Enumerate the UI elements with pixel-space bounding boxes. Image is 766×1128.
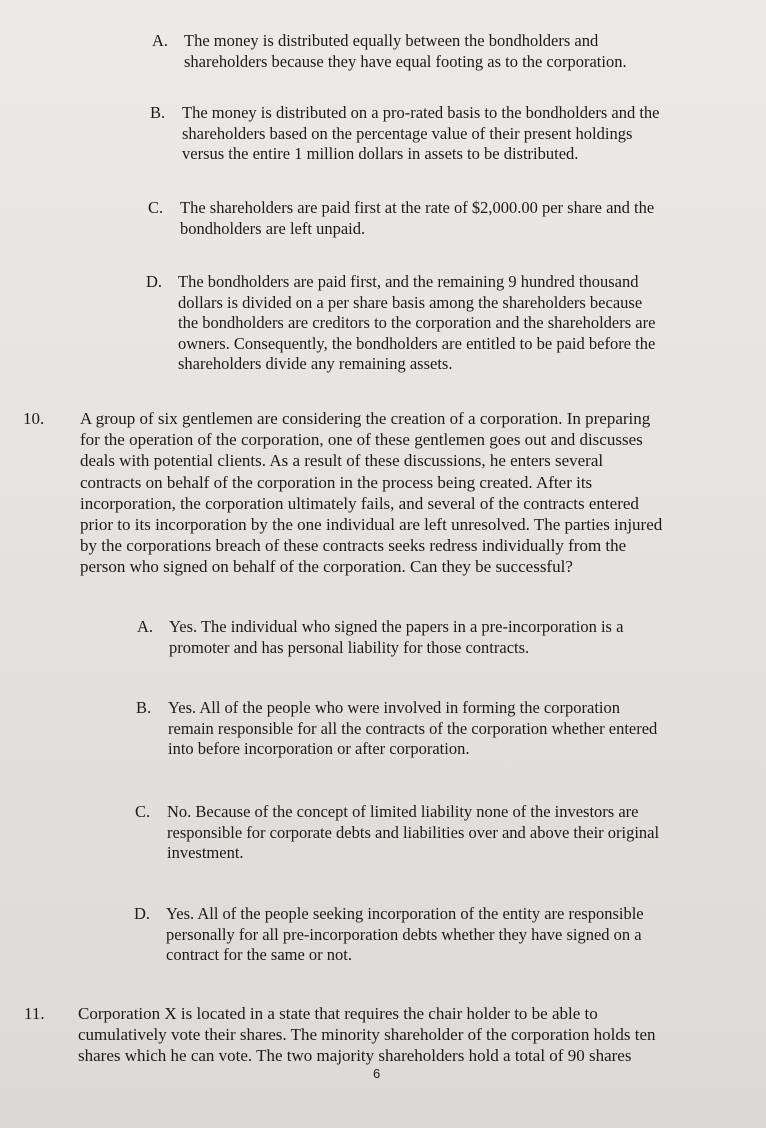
q9-option-c	[148, 198, 654, 239]
option-text: Yes. The individual who signed the papers in a pre-incorporation is a promoter and has personal liability for those contracts.	[169, 617, 624, 657]
question-11-text: Corporation X is located in a state that requires the chair holder to be able to cumulatively vote their shares. The minority shareholder of the corporation holds ten shares which he can vote. The two majority shareholders hold a total of 90 shares	[78, 1004, 656, 1066]
q10-option-a	[137, 617, 623, 658]
option-letter: B.	[150, 103, 166, 122]
option-text: The shareholders are paid first at the rate of $2,000.00 per share and the bondholders are left unpaid.	[180, 198, 655, 238]
option-letter: A.	[152, 31, 169, 50]
q9-option-b	[150, 103, 659, 165]
page-number: 6	[373, 1066, 381, 1081]
option-text: The money is distributed equally between the bondholders and shareholders because they have equal footing as to the corporation.	[184, 31, 627, 71]
q9-option-a	[152, 31, 627, 72]
option-text: Yes. All of the people who were involved in forming the corporation remain responsible for all the contracts of the corporation whether entered into before incorporation or after corporation.	[168, 698, 658, 758]
option-letter: B.	[136, 698, 152, 717]
q10-option-c	[135, 802, 659, 864]
option-text: Yes. All of the people seeking incorporation of the entity are responsible personally for all pre-incorporation debts whether they have signed on a contract for the same or not.	[166, 904, 644, 964]
q10-option-d	[134, 904, 644, 966]
option-text: The money is distributed on a pro-rated basis to the bondholders and the shareholders based on the percentage value of their present holdings versus the entire 1 million dollars in assets to be distributed.	[182, 103, 660, 163]
q10-option-b	[136, 698, 657, 760]
option-letter: C.	[135, 802, 151, 821]
q9-option-d	[146, 272, 655, 375]
option-text: No. Because of the concept of limited liability none of the investors are responsible for corporate debts and liabilities over and above their original investment.	[167, 802, 660, 862]
question-10-number: 10.	[23, 409, 45, 428]
question-10-text: A group of six gentlemen are considering the creation of a corporation. In preparing for the operation of the corporation, one of these gentlemen goes out and discusses deals with potential clients. As a result of these discussions, he enters several contracts on behalf of the corporation in the process being created. After its incorporation, the corporation ultimately fails, and several of the contracts entered prior to its incorporation by the one individual are left unresolved. The parties injured by the corporations breach of these contracts seeks redress individually from the person who signed on behalf of the corporation. Can they be successful?	[80, 409, 663, 577]
option-letter: C.	[148, 198, 164, 217]
question-11-number: 11.	[24, 1004, 45, 1023]
option-text: The bondholders are paid first, and the remaining 9 hundred thousand dollars is divided on a per share basis among the shareholders because the bondholders are creditors to the corporation and the shareholders are owners. Consequently, the bondholders are entitled to be paid before the shareholders divide any remaining assets.	[178, 272, 656, 373]
option-letter: A.	[137, 617, 154, 636]
option-letter: D.	[134, 904, 151, 923]
option-letter: D.	[146, 272, 163, 291]
